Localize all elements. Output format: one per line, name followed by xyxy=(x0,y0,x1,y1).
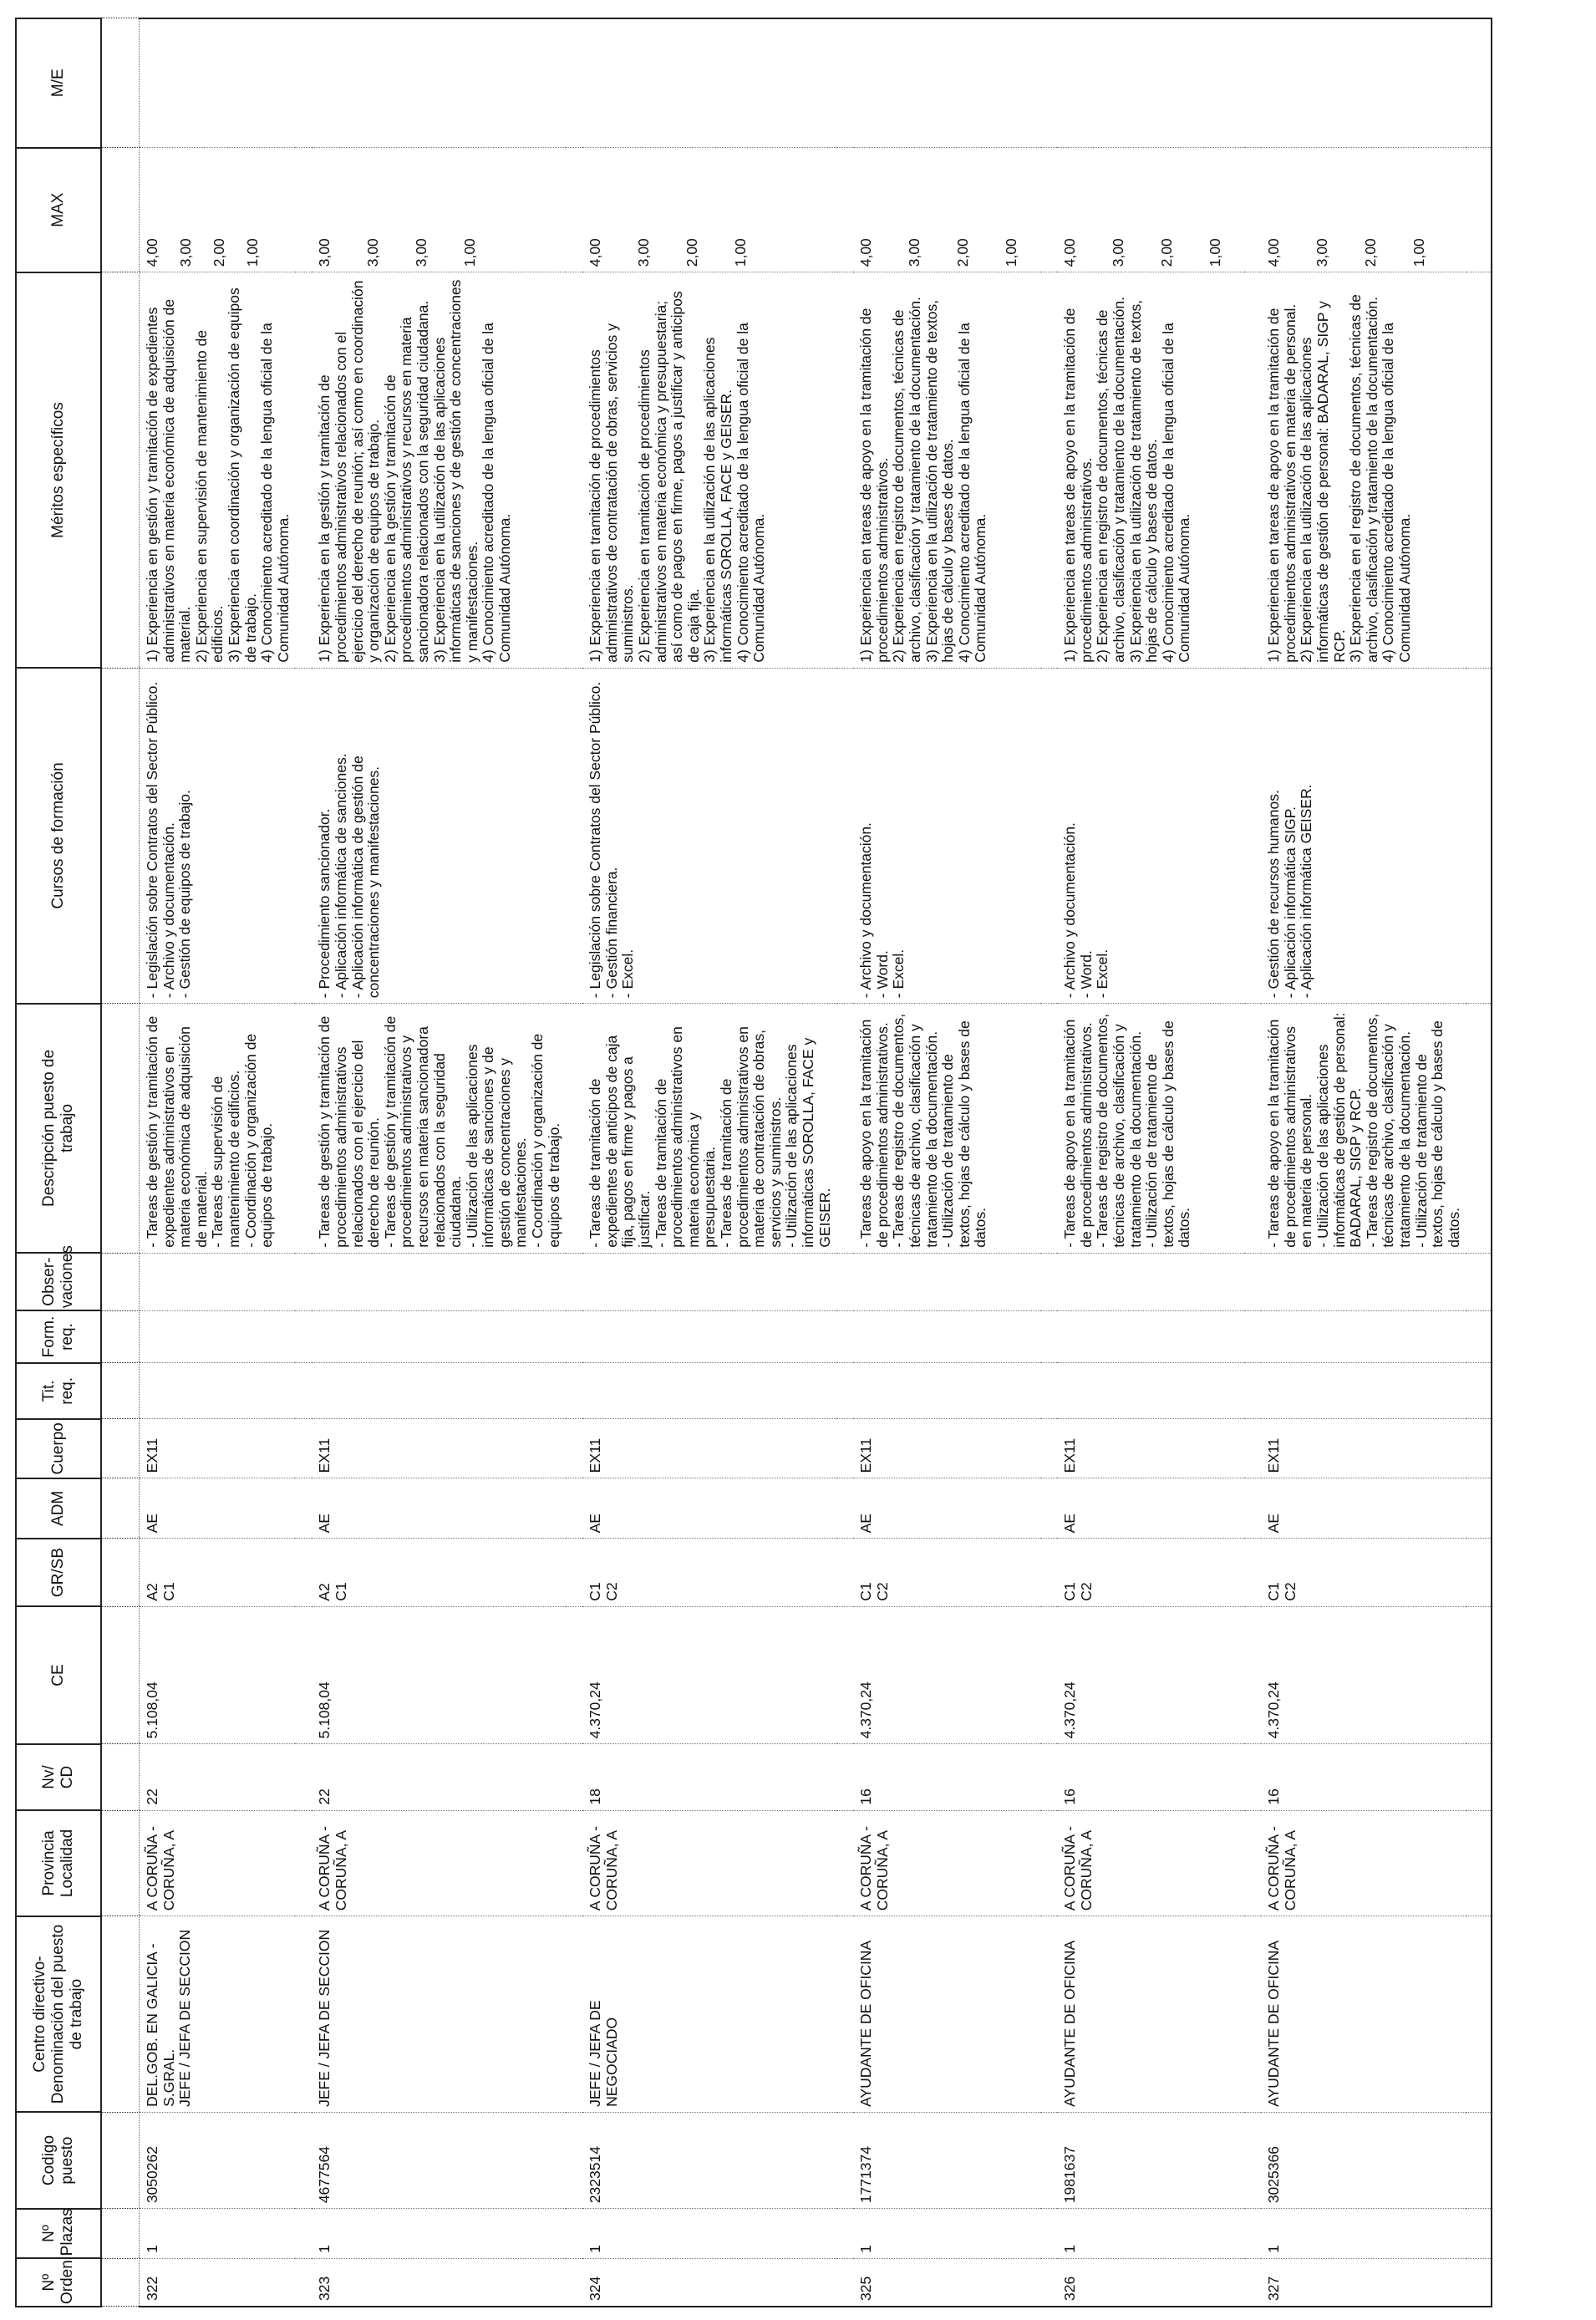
cell-cursos: - Legislación sobre Contratos del Sector Público. - Gestión financiera. - Excel. xyxy=(582,668,836,1003)
cell-provincia: A CORUÑA - CORUÑA, A xyxy=(582,1810,836,1916)
cell-nivel: 16 xyxy=(1261,1744,1466,1810)
header-cuerpo: Cuerpo xyxy=(16,1419,101,1478)
max-value: 2,00 xyxy=(1362,238,1380,267)
max-value: 2,00 xyxy=(1158,238,1176,267)
cell-form xyxy=(312,1310,566,1363)
cell-grsb: C1 C2 xyxy=(1261,1539,1466,1606)
cell-centro: AYUDANTE DE OFICINA xyxy=(853,1916,1040,2113)
header-codigo: Codigo puesto xyxy=(16,2112,101,2208)
cell-form xyxy=(1261,1310,1466,1363)
max-value: 4,00 xyxy=(1265,238,1283,267)
cell-descripcion: - Tareas de apoyo en la tramitación de procedimientos administrativos en materia de personal. - Utilización de las aplicaciones informáticas de gestión de personal: BADARAL, SIGP y RCP. - Tareas de registro de documentos, técnicas de archivo, clasificación y tratamiento de la documentación. - Utilización de tratamiento de textos, hojas de cálculo y bases de datos. xyxy=(1261,1004,1466,1254)
cell-codigo: 1981637 xyxy=(1057,2112,1244,2208)
cell-tit xyxy=(582,1363,836,1419)
header-grsb: GR/SB xyxy=(16,1539,101,1606)
cell-form xyxy=(853,1310,1040,1363)
cell-obs xyxy=(1057,1253,1244,1310)
row-separator xyxy=(1244,18,1261,2307)
cell-adm: AE xyxy=(1057,1478,1244,1539)
header-max: MAX xyxy=(16,148,101,272)
table-row xyxy=(312,18,566,2307)
cell-provincia: A CORUÑA - CORUÑA, A xyxy=(1261,1810,1466,1916)
cell-descripcion: - Tareas de apoyo en la tramitación de procedimientos administrativos. - Tareas de registro de documentos, técnicas de archivo, clasificación y tratamiento de la documentación. - Utilización de tratamiento de textos, hojas de cálculo y bases de datos. xyxy=(853,1004,1040,1254)
cell-obs xyxy=(582,1253,836,1310)
cell-nivel: 16 xyxy=(1057,1744,1244,1810)
cell-descripcion: - Tareas de tramitación de expedientes de anticipos de caja fija, pagos en firme y pagos a justificar. - Tareas de tramitación de procedimientos administrativos en materia económica y presupuestaria. - Tareas de tramitación de procedimientos administrativos en materia de contratación de obras, servicios y suministros. - Utilización de las aplicaciones informáticas SOROLLA, FACE y GEISER. xyxy=(582,1004,836,1254)
header-tit: Tit. req. xyxy=(16,1363,101,1419)
max-value: 4,00 xyxy=(1061,238,1079,267)
cell-centro: JEFE / JEFA DE SECCION xyxy=(312,1916,566,2113)
cell-cuerpo: EX11 xyxy=(1261,1419,1466,1478)
row-separator xyxy=(295,18,312,2307)
cell-centro: AYUDANTE DE OFICINA xyxy=(1261,1916,1466,2113)
max-value: 3,00 xyxy=(364,238,382,267)
max-value: 3,00 xyxy=(413,238,430,267)
cell-centro: AYUDANTE DE OFICINA xyxy=(1057,1916,1244,2113)
cell-me xyxy=(1261,18,1466,148)
cell-grsb: C1 C2 xyxy=(582,1539,836,1606)
max-value: 1,00 xyxy=(732,238,750,267)
max-value: 3,00 xyxy=(1314,238,1331,267)
cell-adm: AE xyxy=(582,1478,836,1539)
max-value: 1,00 xyxy=(1003,238,1020,267)
header-obs: Obser- vaciones xyxy=(16,1253,101,1310)
cell-ce: 5.108,04 xyxy=(312,1606,566,1744)
max-value: 4,00 xyxy=(587,238,604,267)
cell-meritos: 1) Experiencia en tramitación de procedimientos administrativos de contratación de obras, servicios y suministros. 2) Experiencia en tramitación de procedimientos administrativos en materia económica y presupuestaria; así como de pagos en firme, pagos a justificar y anticipos de caja fija. 3) Experiencia en la utilización de las aplicaciones informáticas SOROLLA, FACE y GEISER. 4) Conocimiento acreditado de la lengua oficial de la Comunidad Autónoma. xyxy=(582,272,836,668)
max-value: 2,00 xyxy=(954,238,972,267)
cell-me xyxy=(582,18,836,148)
cell-form xyxy=(582,1310,836,1363)
cell-centro: DEL.GOB. EN GALICIA - S.GRAL. JEFE / JEFA DE SECCION xyxy=(140,1916,296,2113)
cell-orden: 326 xyxy=(1057,2258,1244,2307)
table-row xyxy=(1057,18,1244,2307)
cell-adm: AE xyxy=(1261,1478,1466,1539)
cell-obs xyxy=(853,1253,1040,1310)
header-nivel: Nv/ CD xyxy=(16,1744,101,1810)
cell-plazas: 1 xyxy=(853,2209,1040,2259)
header-meritos: Méritos específicos xyxy=(16,272,101,668)
cell-max xyxy=(140,148,296,272)
cell-provincia: A CORUÑA - CORUÑA, A xyxy=(312,1810,566,1916)
cell-ce: 4.370,24 xyxy=(582,1606,836,1744)
cell-tit xyxy=(853,1363,1040,1419)
cell-nivel: 22 xyxy=(140,1744,296,1810)
cell-tit xyxy=(1261,1363,1466,1419)
cell-plazas: 1 xyxy=(312,2209,566,2259)
cell-me xyxy=(140,18,296,148)
cell-max xyxy=(312,148,566,272)
cell-provincia: A CORUÑA - CORUÑA, A xyxy=(140,1810,296,1916)
cell-adm: AE xyxy=(312,1478,566,1539)
cell-cursos: - Legislación sobre Contratos del Sector Público. - Archivo y documentación. - Gestión de equipos de trabajo. xyxy=(140,668,296,1003)
cell-plazas: 1 xyxy=(1057,2209,1244,2259)
header-ce: CE xyxy=(16,1606,101,1744)
cell-cuerpo: EX11 xyxy=(140,1419,296,1478)
max-value: 3,00 xyxy=(177,238,194,267)
header-cursos: Cursos de formación xyxy=(16,668,101,1003)
cell-plazas: 1 xyxy=(140,2209,296,2259)
header-plazas: Nº Plazas xyxy=(16,2209,101,2259)
header-provincia: Provincia Localidad xyxy=(16,1810,101,1916)
max-value: 4,00 xyxy=(857,238,875,267)
cell-obs xyxy=(1261,1253,1466,1310)
cell-nivel: 16 xyxy=(853,1744,1040,1810)
cell-adm: AE xyxy=(140,1478,296,1539)
cell-max xyxy=(1057,148,1244,272)
table-row xyxy=(1261,18,1466,2307)
header-form: Form. req. xyxy=(16,1310,101,1363)
row-separator xyxy=(836,18,853,2307)
cell-ce: 4.370,24 xyxy=(853,1606,1040,1744)
cell-descripcion: - Tareas de gestión y tramitación de procedimientos administrativos relacionados con el ejercicio del derecho de reunión. - Tareas de gestión y tramitación de procedimientos administrativos y recursos en materia sancionadora relacionados con la seguridad ciudadana. - Utilización de las aplicaciones informáticas de sanciones y de gestión de concentraciones y manifestaciones. - Coordinación y organización de equipos de trabajo. xyxy=(312,1004,566,1254)
table-end xyxy=(1466,18,1492,2307)
cell-form xyxy=(1057,1310,1244,1363)
table-row xyxy=(853,18,1040,2307)
max-value: 3,00 xyxy=(906,238,923,267)
cell-meritos: 1) Experiencia en tareas de apoyo en la tramitación de procedimientos administrativos. 2) Experiencia en registro de documentos, técnicas de archivo, clasificación y tratamiento de la documentación. 3) Experiencia en la utilización de tratamiento de textos, hojas de cálculo y bases de datos. 4) Conocimiento acreditado de la lengua oficial de la Comunidad Autónoma. xyxy=(1057,272,1244,668)
cell-tit xyxy=(1057,1363,1244,1419)
cell-meritos: 1) Experiencia en la gestión y tramitación de procedimientos administrativos relacionados con el ejercicio del derecho de reunión; así como en coordinación y organización de equipos de trabajo. 2) Experiencia en la gestión y tramitación de procedimientos administrativos y recursos en materia sancionadora relacionados con la seguridad ciudadana. 3) Experiencia en la utilización de las aplicaciones informáticas de sanciones y de gestión de concentraciones y manifestaciones. 4) Conocimiento acreditado de la lengua oficial de la Comunidad Autónoma. xyxy=(312,272,566,668)
max-value: 1,00 xyxy=(461,238,479,267)
cell-me xyxy=(1057,18,1244,148)
cell-nivel: 18 xyxy=(582,1744,836,1810)
max-value: 1,00 xyxy=(1410,238,1428,267)
cell-me xyxy=(853,18,1040,148)
cell-cursos: - Archivo y documentación. - Word. - Excel. xyxy=(1057,668,1244,1003)
table-row xyxy=(140,18,296,2307)
spacer-row xyxy=(101,18,140,2307)
max-value: 3,00 xyxy=(635,238,653,267)
header-centro: Centro directivo- Denominación del puesto de trabajo xyxy=(16,1916,101,2113)
max-value: 3,00 xyxy=(1110,238,1127,267)
row-separator xyxy=(566,18,582,2307)
row-separator xyxy=(1040,18,1057,2307)
header-me: M/E xyxy=(16,18,101,148)
cell-descripcion: - Tareas de gestión y tramitación de expedientes administrativos en materia económica de adquisición de material. - Tareas de supervisión de mantenimiento de edificios. - Coordinación y organización de equipos de trabajo. xyxy=(140,1004,296,1254)
max-value: 1,00 xyxy=(244,238,261,267)
cell-tit xyxy=(312,1363,566,1419)
header-orden: Nº Orden xyxy=(16,2258,101,2307)
cell-codigo: 3050262 xyxy=(140,2112,296,2208)
cell-codigo: 4677564 xyxy=(312,2112,566,2208)
cell-plazas: 1 xyxy=(582,2209,836,2259)
cell-obs xyxy=(312,1253,566,1310)
cell-form xyxy=(140,1310,296,1363)
cell-adm: AE xyxy=(853,1478,1040,1539)
cell-grsb: C1 C2 xyxy=(853,1539,1040,1606)
header-row xyxy=(16,18,101,2307)
max-value: 4,00 xyxy=(144,238,160,267)
cell-orden: 327 xyxy=(1261,2258,1466,2307)
cell-orden: 323 xyxy=(312,2258,566,2307)
cell-cursos: - Gestión de recursos humanos. - Aplicación informática SIGP. - Aplicación informática GEISER. xyxy=(1261,668,1466,1003)
cell-codigo: 3025366 xyxy=(1261,2112,1466,2208)
cell-me xyxy=(312,18,566,148)
cell-orden: 324 xyxy=(582,2258,836,2307)
cell-nivel: 22 xyxy=(312,1744,566,1810)
cell-obs xyxy=(140,1253,296,1310)
header-adm: ADM xyxy=(16,1478,101,1539)
cell-cursos: - Procedimiento sancionador. - Aplicación informática de sanciones. - Aplicación informática de gestión de concentraciones y manifestaciones. xyxy=(312,668,566,1003)
cell-ce: 5.108,04 xyxy=(140,1606,296,1744)
cell-provincia: A CORUÑA - CORUÑA, A xyxy=(853,1810,1040,1916)
table-row xyxy=(582,18,836,2307)
puestos-table xyxy=(15,18,1492,2307)
cell-descripcion: - Tareas de apoyo en la tramitación de procedimientos administrativos. - Tareas de registro de documentos, técnicas de archivo, clasificación y tratamiento de la documentación. - Utilización de tratamiento de textos, hojas de cálculo y bases de datos. xyxy=(1057,1004,1244,1254)
cell-cuerpo: EX11 xyxy=(312,1419,566,1478)
cell-grsb: A2 C1 xyxy=(312,1539,566,1606)
max-value: 2,00 xyxy=(684,238,701,267)
cell-meritos: 1) Experiencia en tareas de apoyo en la tramitación de procedimientos administrativos en materia de personal. 2) Experiencia en la utilización de las aplicaciones informáticas de gestión de personal: BADARAL, SIGP y RCP. 3) Experiencia en el registro de documentos, técnicas de archivo, clasificación y tratamiento de la documentación. 4) Conocimiento acreditado de la lengua oficial de la Comunidad Autónoma. xyxy=(1261,272,1466,668)
cell-max xyxy=(582,148,836,272)
cell-grsb: C1 C2 xyxy=(1057,1539,1244,1606)
cell-meritos: 1) Experiencia en tareas de apoyo en la tramitación de procedimientos administrativos. 2) Experiencia en registro de documentos, técnicas de archivo, clasificación y tratamiento de la documentación. 3) Experiencia en la utilización de tratamiento de textos, hojas de cálculo y bases de datos. 4) Conocimiento acreditado de la lengua oficial de la Comunidad Autónoma. xyxy=(853,272,1040,668)
max-value: 3,00 xyxy=(316,238,333,267)
cell-orden: 325 xyxy=(853,2258,1040,2307)
cell-grsb: A2 C1 xyxy=(140,1539,296,1606)
cell-meritos: 1) Experiencia en gestión y tramitación de expedientes administrativos en materia económica de adquisición de material. 2) Experiencia en supervisión de mantenimiento de edificios. 3) Experiencia en coordinación y organización de equipos de trabajo. 4) Conocimiento acreditado de la lengua oficial de la Comunidad Autónoma. xyxy=(140,272,296,668)
cell-tit xyxy=(140,1363,296,1419)
cell-codigo: 1771374 xyxy=(853,2112,1040,2208)
cell-cuerpo: EX11 xyxy=(853,1419,1040,1478)
cell-plazas: 1 xyxy=(1261,2209,1466,2259)
cell-centro: JEFE / JEFA DE NEGOCIADO xyxy=(582,1916,836,2113)
cell-cursos: - Archivo y documentación. - Word. - Excel. xyxy=(853,668,1040,1003)
cell-orden: 322 xyxy=(140,2258,296,2307)
cell-ce: 4.370,24 xyxy=(1261,1606,1466,1744)
cell-cuerpo: EX11 xyxy=(1057,1419,1244,1478)
cell-cuerpo: EX11 xyxy=(582,1419,836,1478)
header-descripcion: Descripción puesto de trabajo xyxy=(16,1004,101,1254)
cell-max xyxy=(853,148,1040,272)
cell-provincia: A CORUÑA - CORUÑA, A xyxy=(1057,1810,1244,1916)
cell-codigo: 2323514 xyxy=(582,2112,836,2208)
max-value: 2,00 xyxy=(211,238,227,267)
cell-ce: 4.370,24 xyxy=(1057,1606,1244,1744)
cell-max xyxy=(1261,148,1466,272)
max-value: 1,00 xyxy=(1207,238,1224,267)
